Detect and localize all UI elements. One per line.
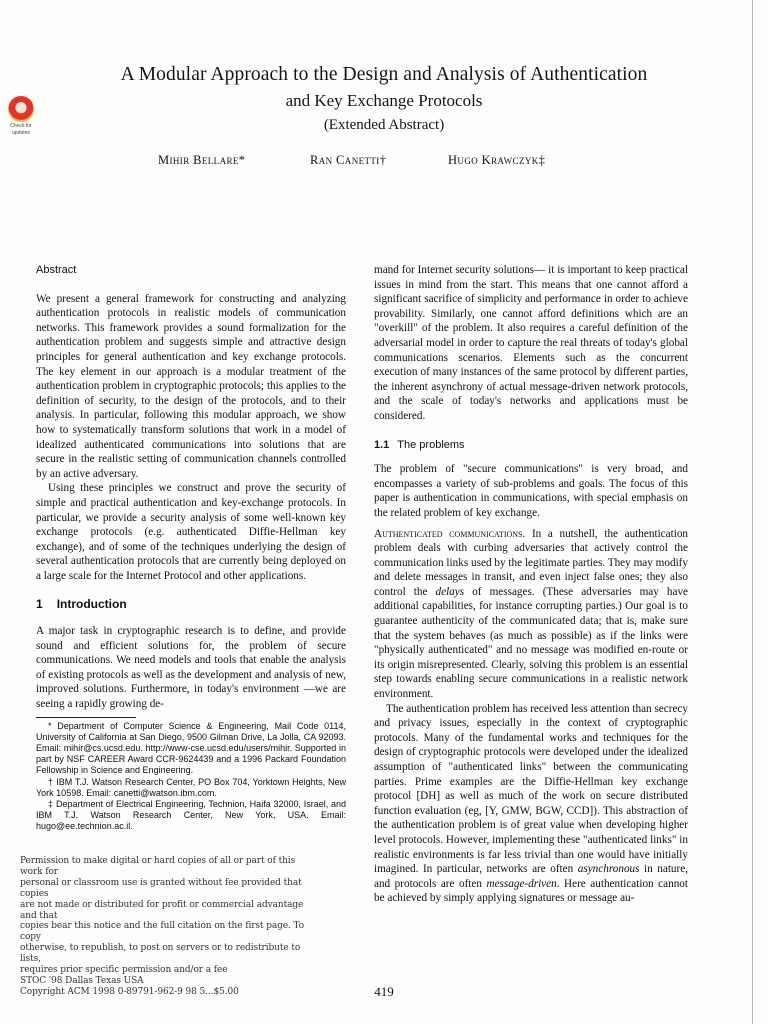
subsection-heading-problems [374, 438, 688, 453]
abstract-paragraph-2: Using these principles we construct and prove the security of simple and practical authentication and key-exchange protocols. In particular, we provide a security analysis of some well-known key exchange protocols (e.g. authenticated Diffie-Hellman key exchange), and of some of the techniques underlying the design of several authentication protocols that are currently being deployed on a large scale for the Internet Protocol and other applications. [36, 482, 346, 582]
permission-line: requires prior specific permission and/or a fee [20, 965, 228, 976]
footnote-3: ‡ Department of Electrical Engineering, Technion, Haifa 32000, Israel, and IBM T.J. Watson Research Center, New York, USA. Email: hugo@ee.technion.ac.il. [36, 799, 346, 832]
intro-paragraph-1: A major task in cryptographic research is to define, and provide sound and efficient solutions for, the problem of secure communications. We need models and tools that enable the analysis of existing protocols as well as the development and analysis of new, improved solutions. Furthermore, in today's environment —we are seeing a rapidly growing de- [36, 625, 346, 711]
section-title: Introduction [56, 597, 127, 612]
intro-paragraph-continued: mand for Internet security solutions— it is important to keep practical issues in mind from the start. This means that one cannot afford a significant sacrifice of simplicity and performance in order to achieve provability. Similarly, one cannot afford definitions which are an "overkill" of the problem. It also requires a careful definition of the adversarial model in order to capture the real threats of today's global communications scenarios. Elements such as the concurrent execution of many instances of the same protocol by different parties, the inherent asynchrony of actual message-driven network protocols, and the scale of today's networks and applications must be considered. [374, 264, 688, 422]
acm-permission-notice [20, 856, 320, 998]
permission-line: personal or classroom use is granted without fee provided that copies [20, 877, 302, 899]
left-column [36, 263, 346, 833]
abstract-paragraph-1: We present a general framework for constructing and analyzing authentication protocols in realistic models of communication networks. This framework provides a sound formalization for the authentication problem and suggests simple and attractive design principles for general authentication and key exchange protocols. The key element in our approach is a modular treatment of the authentication problem in cryptographic protocols; this applies to the definition of security, to the design of the protocols, and to their analysis. In particular, following this modular approach, we show how to systematically transform solutions that work in a model of idealized authenticated communications into solutions that are secure in the realistic setting of communication channels controlled by an active adversary. [36, 292, 346, 480]
paper-title-line-1: A Modular Approach to the Design and Analysis of Authentication [120, 64, 648, 85]
paper-title-line-2: and Key Exchange Protocols [285, 91, 483, 110]
author-bellare: Mihir Bellare* [158, 153, 246, 167]
authenticated-communications-paragraph: Authenticated communications. In a nutshell, the authentication problem deals with curbing adversaries that actively control the communication links used by the legitimate parties. They may modify and delete messages in transit, and even inject false ones; they also control the delays of messages. (These adversaries may have additional capabilities, for instance corrupting parties.) Our goal is to guarantee authenticity of the communicated data; that is, make sure that the system behaves (as much as possible) as if the links were "physically authenticated" and no message was modified en-route or its origin misrepresented. Clearly, solving this problem is an essential step towards enabling secure communications in a realistic network environment. [374, 527, 689, 701]
section-heading-introduction [36, 597, 346, 612]
permission-line: otherwise, to republish, to post on servers or to redistribute to lists, [20, 943, 301, 965]
copyright-line: Copyright ACM 1998 0-89791-962-9 98 5...$5.00 [20, 986, 239, 997]
abstract-heading: Abstract [36, 264, 77, 276]
permission-line: are not made or distributed for profit or commercial advantage and that [20, 899, 304, 921]
paper-subtitle: (Extended Abstract) [323, 117, 445, 133]
author-canetti: Ran Canetti† [310, 153, 387, 167]
footnote-rule [36, 717, 136, 718]
footnote-1: * Department of Computer Science & Engineering, Mail Code 0114, University of California at San Diego, 9500 Gilman Drive, La Jolla, CA 92093. Email: mihir@cs.ucsd.edu. http://www-cse.ucsd.edu/users/mihir. Supported in part by NSF CAREER Award CCR-9624439 and a 1996 Packard Foundation Fellowship in Science and Engineering. [36, 720, 346, 776]
authentication-attention-paragraph: The authentication problem has received less attention than secrecy and privacy issues, especially in the context of cryptographic protocols. Many of the fundamental works and techniques for the design of cryptographic protocols were developed under the idealized assumption of "authenticated links" between the communicating parties. Prime examples are the Diffie-Hellman key exchange protocol [DH] as well as much of the work on secure distributed function evaluation (eg, [Y, GMW, BGW, CCD]). This abstraction of the authentication problem is of great value when developing higher level protocols. However, implementing these "authenticated links" in realistic environments is far less trivial than one would have initially imagined. In particular, networks are often asynchronous in nature, and protocols are often message-driven. Here authentication cannot be achieved by simply applying signatures or message au- [374, 702, 689, 905]
subsection-number: 1.1 [374, 438, 390, 451]
badge-label-2: updates [12, 130, 30, 136]
paragraph-lead: Authenticated communications. [374, 527, 526, 540]
right-column [374, 263, 688, 906]
footnotes [36, 721, 346, 833]
conference-line: STOC '98 Dallas Texas USA [20, 975, 144, 986]
problems-paragraph-1: The problem of "secure communications" is very broad, and encompasses a variety of sub-problems and goals. The focus of this paper is authentication in communications, with special emphasis on the related problem of key exchange. [374, 463, 688, 519]
footnote-2: † IBM T.J. Watson Research Center, PO Box 704, Yorktown Heights, New York 10598. Email: canetti@watson.ibm.com. [36, 776, 346, 798]
permission-line: copies bear this notice and the full citation on the first page. To copy [20, 921, 305, 943]
badge-label-1: Check for [10, 123, 32, 129]
permission-line: Permission to make digital or hard copies of all or part of this work for [20, 856, 296, 877]
subsection-title: The problems [397, 438, 465, 451]
section-number: 1 [36, 597, 43, 612]
author-list [0, 153, 768, 175]
page-number: 419 [374, 984, 394, 999]
author-krawczyk: Hugo Krawczyk‡ [448, 153, 546, 167]
